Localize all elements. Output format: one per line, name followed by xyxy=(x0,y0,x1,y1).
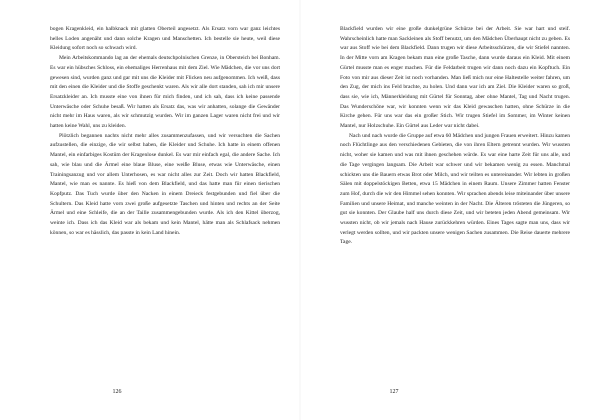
left-paragraph-3: Plötzlich begannen nachts nicht mehr alles zusammenzufassen, und wir versuchten die Sachen aufzustellen, die einzige, die wir selbst haben, die Kleider und Schuhe. Ich hatte in einem offenen Mantel, ein einfarbiges Kostüm der Kragenlose dunkel. Es war mir einfach egal, die andere Sache. Ich sah, wie blau und die Ärmel eine blaue Bluse, eine weiße Bluse, etwas wie Unterwäsche, einen Trainingsanzug und vor allem Unterhosen, es war nicht alles zur Zeit. Doch wir hatten Blackfield, Mantel, wie man es nannte. Es hieß von dem Blackfield, und das hatte man für einen tierischen Kopfputz. Das Tuch wurde über den Nacken in einem Dreieck festgebunden und fiel über die Schultern. Das Kleid hatte vorn zwei große aufgesetzte Taschen und hinten und rechts an der Seite Ärmel und eine Schleife, die an der Taille zusammengebunden wurde. Als ich den Kittel überzog, weinte ich. Dass ich das Kleid war als bekam und kein Mantel, hätte man als Schlafsack nehmen können, so war es hässlich, das passte in kein Land hinein. xyxy=(50,132,280,236)
right-page-text xyxy=(340,25,570,248)
left-paragraph-2: Mein Arbeitskommando lag an der ehemals deutschpolnischen Grenze, in Obersteich bei Bonham. Es war ein hübsches Schloss, ein ehemaliges Herrenhaus mit dem Ziel. Wie Mädchen, die vor uns dort gewesen sind, wurden ganz und gar mit uns die Kleider mit Flicken neu aufgenommen. Ich weiß, dass mit den einen die Kleider und die Stoffe geschenkt waren. Als wir alle dort standen, sah ich mir unsere Ersatzkleider an. Ich musste eine von ihnen für mich finden, und ich sah, dass ich keine passende Unterwäsche oder Schuhe besaß. Wir hatten als Ersatz das, was wir anhatten, solange die Gewänder nicht mehr im Haus waren, als wir schmutzig wurden. Wir im ganzen Lager waren nicht frei und wir hatten keine Wahl, uns zu kleiden. xyxy=(50,55,280,130)
right-page xyxy=(340,25,570,415)
right-page-number: 127 xyxy=(389,389,399,395)
left-page-number: 126 xyxy=(112,389,122,395)
book-gutter xyxy=(299,0,301,420)
left-page xyxy=(50,25,280,415)
left-page-text xyxy=(50,25,280,238)
left-paragraph-1: bogen Kragenkleid, ein halbknack mit glatten Oberteil angesetzt. Als Ersatz vorn war ganz leichtes helles Loden angenäht und dann solche Kragen und Manschetten. Ich bestelle sie heute, weil diese Kleidung sofort noch so schwach wird. xyxy=(50,26,280,52)
right-paragraph-2: Nach und nach wurde die Gruppe auf etwa 60 Mädchen und jungen Frauen erweitert. Hinzu kamen noch Flüchtlinge aus den verschiedenen Gebieten, die von ihren Eltern getrennt wurden. Wir wussten nicht, woher sie kamen und was mit ihnen geschehen würde. Es war eine harte Zeit für uns alle, und die Tage vergingen langsam. Die Arbeit war schwer und wir bekamen wenig zu essen. Manchmal schickten uns die Bauern etwas Brot oder Milch, und wir teilten es untereinander. Wir lebten in großen Sälen mit doppelstöckigen Betten, etwa 15 Mädchen in einem Raum. Unsere Zimmer hatten Fenster zum Hof, durch die wir den Himmel sehen konnten. Wir sprachen abends leise miteinander über unsere Familien und unsere Heimat, und manche weinten in der Nacht. Die Älteren trösteten die Jüngeren, so gut sie konnten. Der Glaube half uns durch diese Zeit, und wir beteten jeden Abend gemeinsam. Wir wussten nicht, ob wir jemals nach Hause zurückkehren würden. Eines Tages sagte man uns, dass wir verlegt werden sollten, und wir packten unsere wenigen Sachen zusammen. Die Reise dauerte mehrere Tage. xyxy=(340,132,570,246)
right-paragraph-1: Blackfield wurden wir eine große dunkelgrüne Schürze bei der Arbeit. Sie war hart und steif. Wahrscheinlich hatte man Sackleinen als Stoff benutzt, um den Mädchen Überhaupt nicht zu geben. Es war aus Stoff wie bei dem Blackfield. Dann trugen wir diese Arbeitsschürzen, die wir Stiefel nannten. In der Mitte vorn am Kragen bekam man eine große Tasche, dann wurde daraus ein Kleid. Mit einem Gürtel musste man es enger machen. Für die Feldarbeit trugen wir dann noch dazu ein Kopftuch. Ein Foto von mir aus dieser Zeit ist noch vorhanden. Man ließ mich nur eine Haltestelle weiter fahren, um den Zug, der mich ins Feld brachte, zu holen. Und dann war ich am Ziel. Die Kleider waren so groß, dass sie, wie ich, Männerkleidung mit Gürtel für Sonntag, aber ohne Mantel, Tag und Nacht trugen. Das Wunderschöne war, wir konnten wenn wir das Kleid gewaschen hatten, ohne Schürze in die Kirche gehen. Für uns war das ein großer Stich. Wir trugen Stiefel im Sommer, im Winter keinen Mantel, nur Holzschuhe. Ein Gürtel aus Leder war nicht dabei. xyxy=(340,26,570,130)
